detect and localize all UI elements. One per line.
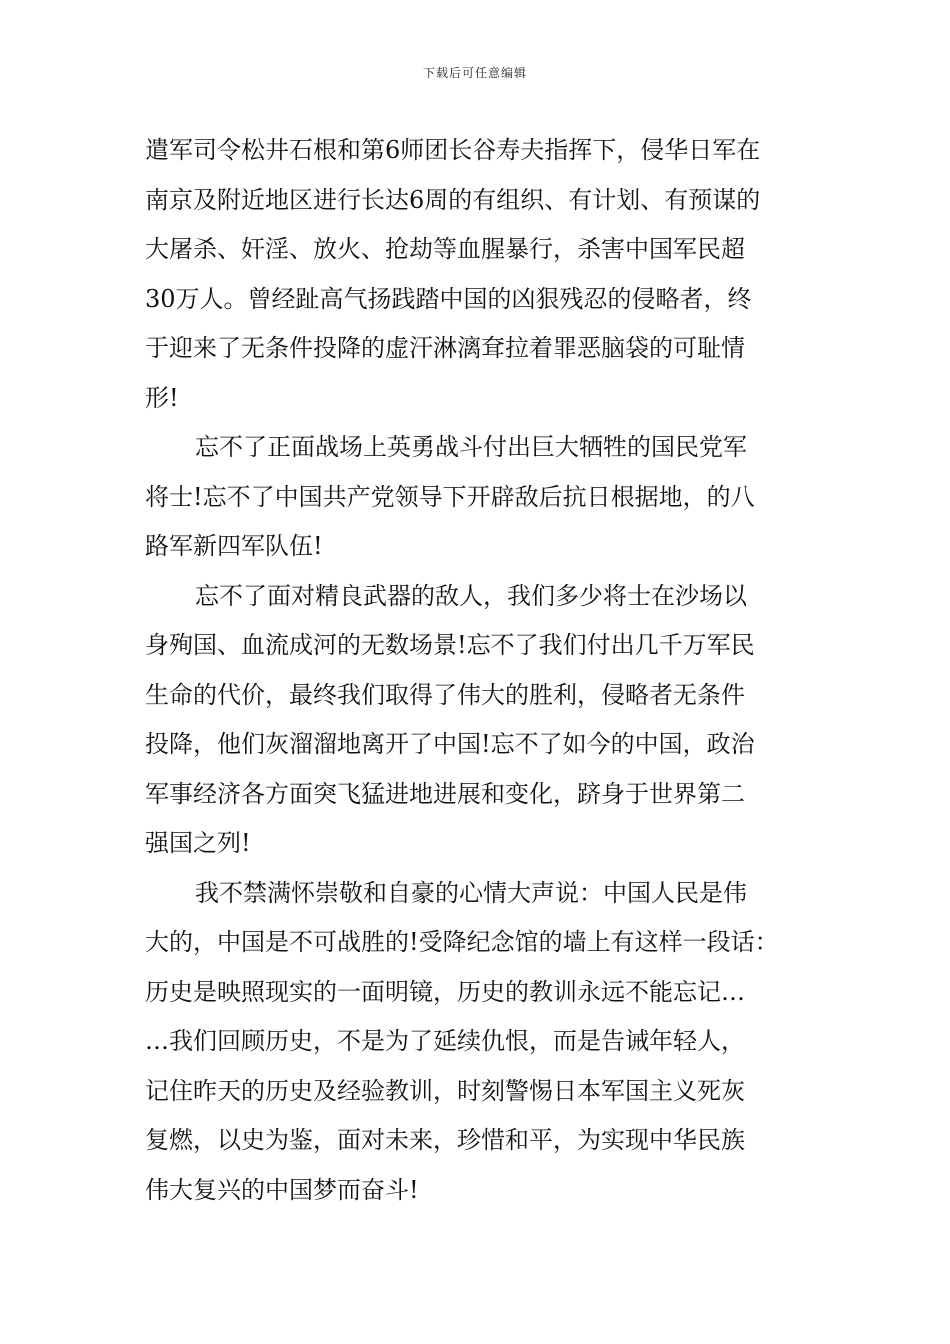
text-line: …我们回顾历史，不是为了延续仇恨，而是告诫年轻人，	[145, 1027, 745, 1055]
text-line: 遣军司令松井石根和第6师团长谷寿夫指挥下，侵华日军在	[145, 136, 761, 164]
text-line: 复燃，以史为鉴，面对未来，珍惜和平，为实现中华民族	[145, 1126, 745, 1154]
text-line: 生命的代价，最终我们取得了伟大的胜利，侵略者无条件	[145, 680, 745, 709]
text-line: 历史是映照现实的一面明镜，历史的教训永远不能忘记…	[145, 977, 745, 1006]
paragraph-first-line: 忘不了面对精良武器的敌人，我们多少将士在沙场以	[195, 581, 747, 610]
paragraph-first-line: 忘不了正面战场上英勇战斗付出巨大牺牲的国民党军	[195, 433, 747, 461]
text-line: 身殉国、血流成河的无数场景!忘不了我们付出几千万军民	[145, 631, 755, 659]
text-line: 将士!忘不了中国共产党领导下开辟敌后抗日根据地，的八	[145, 482, 755, 511]
text-line: 路军新四军队伍!	[145, 532, 323, 560]
page-header: 下载后可任意编辑	[422, 66, 527, 80]
text-line: 形!	[145, 383, 179, 412]
text-line: 强国之列!	[145, 829, 251, 857]
text-line: 大的，中国是不可战胜的!受降纪念馆的墙上有这样一段话：	[145, 928, 779, 956]
text-line: 伟大复兴的中国梦而奋斗!	[145, 1175, 419, 1204]
text-line: 大屠杀、奸淫、放火、抢劫等血腥暴行，杀害中国军民超	[145, 235, 745, 263]
text-line: 于迎来了无条件投降的虚汗淋漓耷拉着罪恶脑袋的可耻情	[145, 334, 745, 362]
paragraph-first-line: 我不禁满怀崇敬和自豪的心情大声说：中国人民是伟	[195, 878, 747, 907]
text-line: 30万人。曾经趾高气扬践踏中国的凶狠残忍的侵略者，终	[145, 284, 752, 313]
body-text	[145, 126, 825, 1215]
text-line: 记住昨天的历史及经验教训，时刻警惕日本军国主义死灰	[145, 1076, 745, 1105]
text-line: 投降，他们灰溜溜地离开了中国!忘不了如今的中国，政治	[145, 730, 755, 758]
text-line: 南京及附近地区进行长达6周的有组织、有计划、有预谋的	[145, 185, 761, 214]
text-line: 军事经济各方面突飞猛进地进展和变化，跻身于世界第二	[145, 779, 745, 808]
